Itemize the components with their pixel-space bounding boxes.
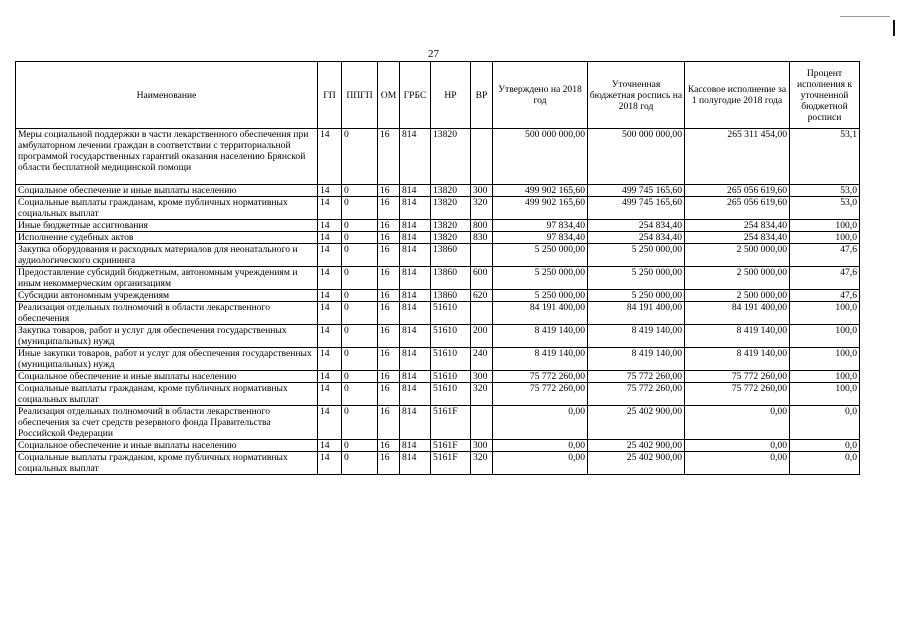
cell-revised: 75 772 260,00 — [588, 383, 685, 406]
cell-vr: 200 — [471, 325, 493, 348]
cell-gp: 14 — [318, 232, 342, 244]
cell-gp: 14 — [318, 325, 342, 348]
cell-percent: 100,0 — [790, 302, 860, 325]
cell-ppgp: 0 — [342, 348, 378, 371]
cell-ppgp: 0 — [342, 383, 378, 406]
cell-vr — [471, 129, 493, 185]
table-row — [16, 267, 860, 290]
cell-revised: 499 745 165,60 — [588, 197, 685, 220]
cell-gp: 14 — [318, 348, 342, 371]
cell-percent: 53,0 — [790, 197, 860, 220]
cell-revised: 5 250 000,00 — [588, 244, 685, 267]
cell-gp: 14 — [318, 440, 342, 452]
cell-vr: 320 — [471, 452, 493, 475]
cell-cash: 254 834,40 — [685, 220, 790, 232]
cell-grbs: 814 — [400, 290, 431, 302]
table-row — [16, 129, 860, 185]
cell-percent: 0,0 — [790, 452, 860, 475]
cell-revised: 8 419 140,00 — [588, 348, 685, 371]
cell-percent: 53,0 — [790, 185, 860, 197]
cell-percent: 100,0 — [790, 383, 860, 406]
cell-approved: 5 250 000,00 — [493, 290, 588, 302]
header-grbs: ГРБС — [400, 62, 431, 129]
cell-ppgp: 0 — [342, 452, 378, 475]
cell-grbs: 814 — [400, 197, 431, 220]
cell-om: 16 — [378, 371, 400, 383]
cell-np: 13820 — [431, 220, 471, 232]
cell-cash: 75 772 260,00 — [685, 383, 790, 406]
cell-name: Меры социальной поддержки в части лекарственного обеспечения при амбулаторном лечении граждан в соответствии с территориальной программой государственных гарантий оказания населению Брянской области бесплатной медицинской помощи — [16, 129, 318, 185]
cell-gp: 14 — [318, 302, 342, 325]
cell-ppgp: 0 — [342, 197, 378, 220]
cell-name: Предоставление субсидий бюджетным, автономным учреждениям и иным некоммерческим организациям — [16, 267, 318, 290]
cell-np: 13820 — [431, 232, 471, 244]
cell-name: Социальные выплаты гражданам, кроме публичных нормативных социальных выплат — [16, 452, 318, 475]
table-row — [16, 325, 860, 348]
cell-gp: 14 — [318, 267, 342, 290]
cell-approved: 97 834,40 — [493, 232, 588, 244]
cell-cash: 2 500 000,00 — [685, 290, 790, 302]
table-row — [16, 371, 860, 383]
cell-revised: 5 250 000,00 — [588, 267, 685, 290]
cell-approved: 75 772 260,00 — [493, 383, 588, 406]
cell-approved: 0,00 — [493, 452, 588, 475]
cell-om: 16 — [378, 406, 400, 440]
budget-table — [15, 61, 860, 475]
cell-vr: 620 — [471, 290, 493, 302]
cell-percent: 47,6 — [790, 267, 860, 290]
cell-name: Социальное обеспечение и иные выплаты населению — [16, 440, 318, 452]
cell-approved: 499 902 165,60 — [493, 197, 588, 220]
cell-revised: 25 402 900,00 — [588, 406, 685, 440]
cell-revised: 84 191 400,00 — [588, 302, 685, 325]
cell-name: Реализация отдельных полномочий в области лекарственного обеспечения за счет средств резервного фонда Правительства Российской Федерации — [16, 406, 318, 440]
table-row — [16, 406, 860, 440]
cell-ppgp: 0 — [342, 244, 378, 267]
cell-name: Субсидии автономным учреждениям — [16, 290, 318, 302]
cell-grbs: 814 — [400, 452, 431, 475]
cell-om: 16 — [378, 383, 400, 406]
cell-vr: 240 — [471, 348, 493, 371]
scan-edge-mark — [893, 20, 895, 36]
cell-ppgp: 0 — [342, 371, 378, 383]
cell-om: 16 — [378, 129, 400, 185]
cell-om: 16 — [378, 302, 400, 325]
cell-approved: 84 191 400,00 — [493, 302, 588, 325]
cell-name: Социальное обеспечение и иные выплаты населению — [16, 185, 318, 197]
cell-gp: 14 — [318, 290, 342, 302]
header-cash: Кассовое исполнение за 1 полугодие 2018 года — [685, 62, 790, 129]
cell-vr: 800 — [471, 220, 493, 232]
cell-approved: 5 250 000,00 — [493, 244, 588, 267]
cell-grbs: 814 — [400, 383, 431, 406]
cell-percent: 100,0 — [790, 348, 860, 371]
table-row — [16, 244, 860, 267]
cell-om: 16 — [378, 452, 400, 475]
cell-cash: 2 500 000,00 — [685, 267, 790, 290]
cell-vr — [471, 244, 493, 267]
cell-ppgp: 0 — [342, 302, 378, 325]
cell-cash: 254 834,40 — [685, 232, 790, 244]
cell-om: 16 — [378, 348, 400, 371]
cell-grbs: 814 — [400, 440, 431, 452]
cell-cash: 75 772 260,00 — [685, 371, 790, 383]
table-row — [16, 185, 860, 197]
cell-np: 51610 — [431, 383, 471, 406]
cell-cash: 8 419 140,00 — [685, 348, 790, 371]
cell-gp: 14 — [318, 452, 342, 475]
cell-revised: 25 402 900,00 — [588, 440, 685, 452]
cell-revised: 25 402 900,00 — [588, 452, 685, 475]
cell-om: 16 — [378, 244, 400, 267]
cell-name: Реализация отдельных полномочий в области лекарственного обеспечения — [16, 302, 318, 325]
cell-percent: 100,0 — [790, 220, 860, 232]
cell-ppgp: 0 — [342, 290, 378, 302]
cell-approved: 97 834,40 — [493, 220, 588, 232]
cell-ppgp: 0 — [342, 232, 378, 244]
header-name: Наименование — [16, 62, 318, 129]
cell-approved: 0,00 — [493, 440, 588, 452]
cell-om: 16 — [378, 325, 400, 348]
cell-approved: 8 419 140,00 — [493, 348, 588, 371]
cell-percent: 0,0 — [790, 406, 860, 440]
table-row — [16, 232, 860, 244]
cell-gp: 14 — [318, 129, 342, 185]
page-number: 27 — [428, 48, 439, 60]
cell-cash: 0,00 — [685, 406, 790, 440]
cell-grbs: 814 — [400, 185, 431, 197]
cell-om: 16 — [378, 290, 400, 302]
cell-np: 13820 — [431, 197, 471, 220]
cell-gp: 14 — [318, 185, 342, 197]
cell-np: 5161F — [431, 452, 471, 475]
cell-grbs: 814 — [400, 302, 431, 325]
cell-percent: 100,0 — [790, 371, 860, 383]
cell-gp: 14 — [318, 383, 342, 406]
table-row — [16, 440, 860, 452]
cell-revised: 499 745 165,60 — [588, 185, 685, 197]
table-row — [16, 220, 860, 232]
cell-grbs: 814 — [400, 129, 431, 185]
cell-approved: 499 902 165,60 — [493, 185, 588, 197]
cell-ppgp: 0 — [342, 406, 378, 440]
cell-vr: 600 — [471, 267, 493, 290]
cell-np: 51610 — [431, 348, 471, 371]
cell-ppgp: 0 — [342, 325, 378, 348]
table-row — [16, 290, 860, 302]
cell-revised: 5 250 000,00 — [588, 290, 685, 302]
header-approved: Утверждено на 2018 год — [493, 62, 588, 129]
cell-name: Исполнение судебных актов — [16, 232, 318, 244]
cell-name: Иные закупки товаров, работ и услуг для обеспечения государственных (муниципальных) нужд — [16, 348, 318, 371]
cell-np: 51610 — [431, 302, 471, 325]
cell-revised: 75 772 260,00 — [588, 371, 685, 383]
cell-cash: 265 056 619,60 — [685, 185, 790, 197]
cell-vr: 830 — [471, 232, 493, 244]
table-row — [16, 452, 860, 475]
header-percent: Процент исполнения к уточненной бюджетной росписи — [790, 62, 860, 129]
cell-approved: 500 000 000,00 — [493, 129, 588, 185]
cell-cash: 265 311 454,00 — [685, 129, 790, 185]
table-row — [16, 302, 860, 325]
cell-revised: 254 834,40 — [588, 220, 685, 232]
cell-percent: 47,6 — [790, 290, 860, 302]
cell-revised: 254 834,40 — [588, 232, 685, 244]
scan-edge-line — [840, 16, 890, 17]
cell-np: 51610 — [431, 325, 471, 348]
cell-cash: 2 500 000,00 — [685, 244, 790, 267]
cell-grbs: 814 — [400, 232, 431, 244]
cell-grbs: 814 — [400, 406, 431, 440]
cell-om: 16 — [378, 197, 400, 220]
cell-approved: 8 419 140,00 — [493, 325, 588, 348]
cell-ppgp: 0 — [342, 185, 378, 197]
cell-approved: 0,00 — [493, 406, 588, 440]
cell-np: 5161F — [431, 440, 471, 452]
cell-om: 16 — [378, 267, 400, 290]
table-body — [16, 129, 860, 475]
cell-name: Социальное обеспечение и иные выплаты населению — [16, 371, 318, 383]
cell-vr — [471, 406, 493, 440]
cell-np: 13860 — [431, 267, 471, 290]
table-row — [16, 383, 860, 406]
table-row — [16, 348, 860, 371]
cell-revised: 8 419 140,00 — [588, 325, 685, 348]
cell-gp: 14 — [318, 197, 342, 220]
table-header-row — [16, 62, 860, 129]
cell-np: 13820 — [431, 129, 471, 185]
cell-percent: 47,6 — [790, 244, 860, 267]
cell-om: 16 — [378, 440, 400, 452]
cell-np: 13820 — [431, 185, 471, 197]
cell-vr: 300 — [471, 185, 493, 197]
cell-name: Социальные выплаты гражданам, кроме публичных нормативных социальных выплат — [16, 383, 318, 406]
header-revised: Уточненная бюджетная роспись на 2018 год — [588, 62, 685, 129]
cell-name: Закупка товаров, работ и услуг для обеспечения государственных (муниципальных) нужд — [16, 325, 318, 348]
header-gp: ГП — [318, 62, 342, 129]
cell-vr: 300 — [471, 440, 493, 452]
cell-cash: 0,00 — [685, 452, 790, 475]
cell-grbs: 814 — [400, 325, 431, 348]
cell-gp: 14 — [318, 406, 342, 440]
cell-percent: 100,0 — [790, 325, 860, 348]
cell-approved: 75 772 260,00 — [493, 371, 588, 383]
cell-grbs: 814 — [400, 371, 431, 383]
cell-cash: 0,00 — [685, 440, 790, 452]
cell-approved: 5 250 000,00 — [493, 267, 588, 290]
cell-revised: 500 000 000,00 — [588, 129, 685, 185]
cell-vr: 300 — [471, 371, 493, 383]
cell-ppgp: 0 — [342, 220, 378, 232]
header-om: ОМ — [378, 62, 400, 129]
cell-gp: 14 — [318, 244, 342, 267]
cell-np: 13860 — [431, 290, 471, 302]
cell-ppgp: 0 — [342, 440, 378, 452]
cell-name: Иные бюджетные ассигнования — [16, 220, 318, 232]
cell-np: 51610 — [431, 371, 471, 383]
cell-vr — [471, 302, 493, 325]
cell-percent: 0,0 — [790, 440, 860, 452]
cell-np: 13860 — [431, 244, 471, 267]
table-row — [16, 197, 860, 220]
cell-cash: 84 191 400,00 — [685, 302, 790, 325]
cell-percent: 53,1 — [790, 129, 860, 185]
cell-vr: 320 — [471, 197, 493, 220]
cell-cash: 8 419 140,00 — [685, 325, 790, 348]
cell-grbs: 814 — [400, 348, 431, 371]
cell-om: 16 — [378, 185, 400, 197]
cell-grbs: 814 — [400, 220, 431, 232]
cell-ppgp: 0 — [342, 267, 378, 290]
cell-grbs: 814 — [400, 267, 431, 290]
cell-gp: 14 — [318, 371, 342, 383]
cell-vr: 320 — [471, 383, 493, 406]
cell-ppgp: 0 — [342, 129, 378, 185]
cell-name: Социальные выплаты гражданам, кроме публичных нормативных социальных выплат — [16, 197, 318, 220]
cell-om: 16 — [378, 232, 400, 244]
cell-grbs: 814 — [400, 244, 431, 267]
header-ppgp: ППГП — [342, 62, 378, 129]
cell-name: Закупка оборудования и расходных материалов для неонатального и аудиологического скрининга — [16, 244, 318, 267]
cell-percent: 100,0 — [790, 232, 860, 244]
header-np: НР — [431, 62, 471, 129]
cell-gp: 14 — [318, 220, 342, 232]
cell-om: 16 — [378, 220, 400, 232]
header-vr: ВР — [471, 62, 493, 129]
cell-np: 5161F — [431, 406, 471, 440]
cell-cash: 265 056 619,60 — [685, 197, 790, 220]
